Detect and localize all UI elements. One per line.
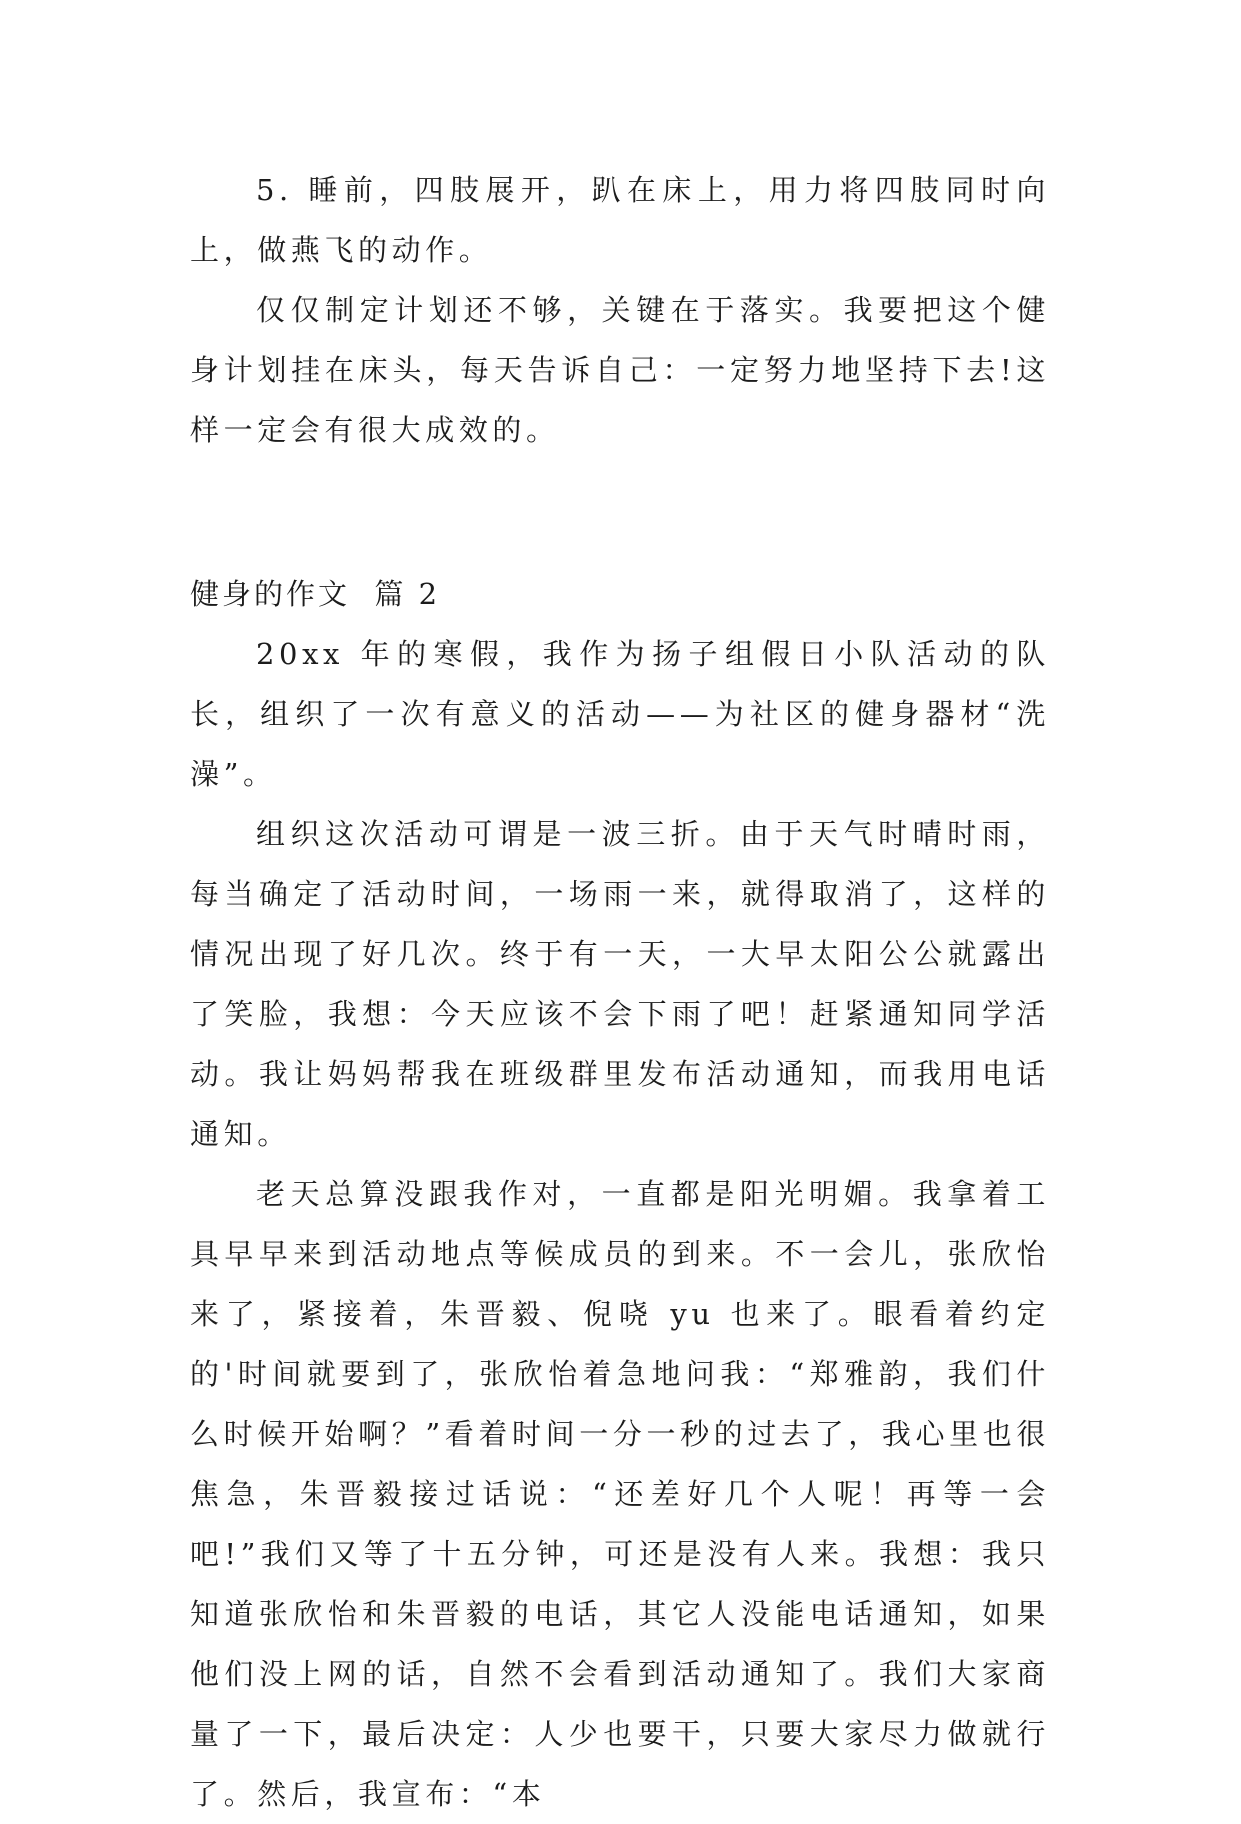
section-heading: 健身的作文 篇 2	[190, 577, 441, 611]
paragraph-plan-conclusion: 仅仅制定计划还不够，关键在于落实。我要把这个健身计划挂在床头，每天告诉自己：一定努力地坚持下去!这样一定会有很大成效的。	[190, 293, 1050, 447]
document-page	[190, 160, 1050, 1824]
section-spacer	[190, 460, 1050, 564]
paragraph-activity-day: 老天总算没跟我作对，一直都是阳光明媚。我拿着工具早早来到活动地点等候成员的到来。不一会儿，张欣怡来了，紧接着，朱晋毅、倪哓 yu 也来了。眼看着约定的'时间就要到了，张欣怡着急地问我：“郑雅韵，我们什么时候开始啊？”看着时间一分一秒的过去了，我心里也很焦急，朱晋毅接过话说：“还差好几个人呢！再等一会吧!”我们又等了十五分钟，可还是没有人来。我想：我只知道张欣怡和朱晋毅的电话，其它人没能电话通知，如果他们没上网的话，自然不会看到活动通知了。我们大家商量了一下，最后决定：人少也要干，只要大家尽力做就行了。然后，我宣布：“本	[190, 1177, 1050, 1811]
paragraph-step-5: 5. 睡前，四肢展开，趴在床上，用力将四肢同时向上，做燕飞的动作。	[190, 173, 1050, 267]
paragraph-organizing: 组织这次活动可谓是一波三折。由于天气时晴时雨，每当确定了活动时间，一场雨一来，就得取消了，这样的情况出现了好几次。终于有一天，一大早太阳公公就露出了笑脸，我想：今天应该不会下雨了吧！赶紧通知同学活动。我让妈妈帮我在班级群里发布活动通知，而我用电话通知。	[190, 817, 1050, 1151]
paragraph-winter-vacation: 20xx 年的寒假，我作为扬子组假日小队活动的队长，组织了一次有意义的活动——为社区的健身器材“洗澡”。	[190, 637, 1050, 791]
